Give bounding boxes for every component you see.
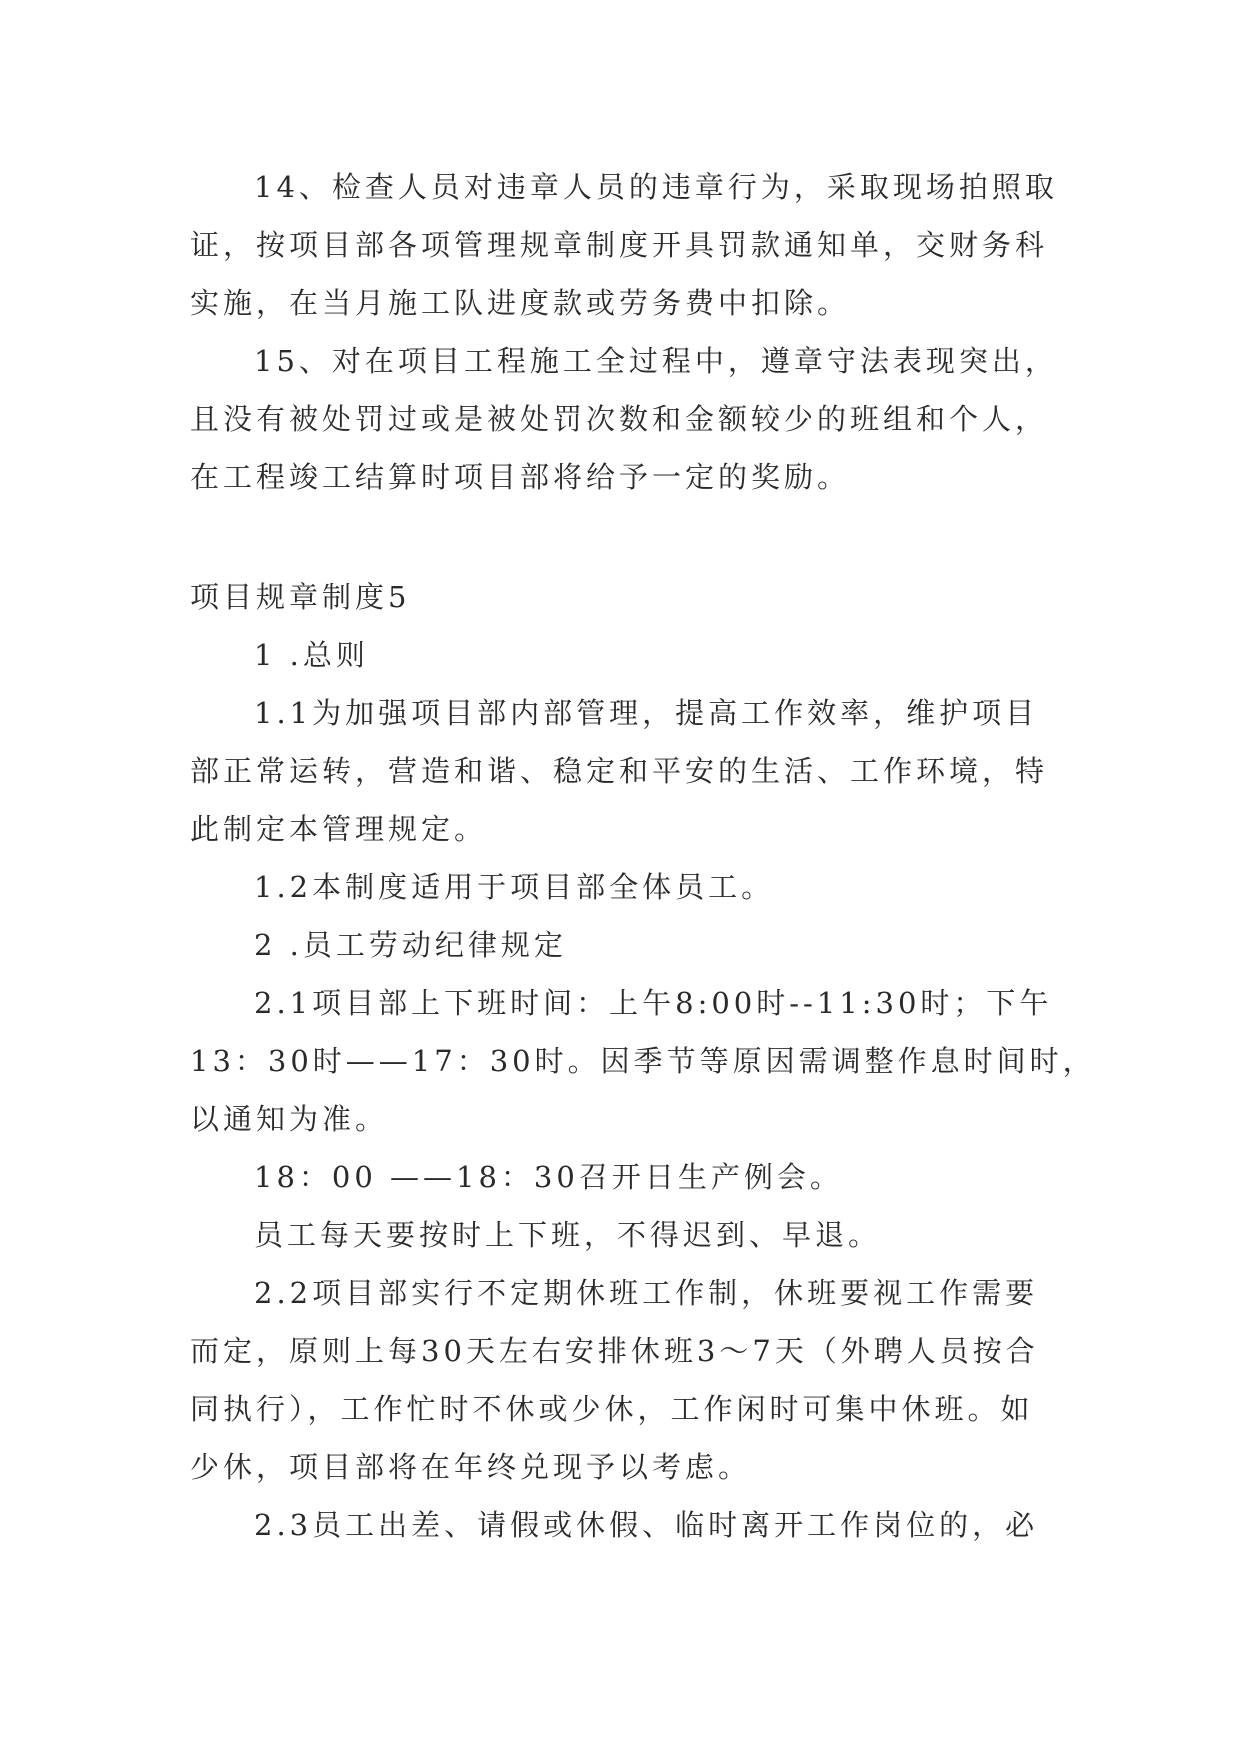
clause-2-2-line-4: 少休，项目部将在年终兑现予以考虑。: [190, 1450, 752, 1484]
clause-1-1-line-3: 此制定本管理规定。: [190, 812, 488, 846]
clause-2-2-line-1: 2.2项目部实行不定期休班工作制，休班要视工作需要: [254, 1276, 1039, 1310]
paragraph-14-line-2: 证，按项目部各项管理规章制度开具罚款通知单，交财务科: [190, 228, 1049, 262]
attendance-rule: 员工每天要按时上下班，不得迟到、早退。: [254, 1218, 882, 1252]
heading-general: 1 .总则: [254, 638, 369, 672]
section-spacer: [190, 506, 1060, 568]
paragraph-14-line-1: 14、检查人员对违章人员的违章行为，采取现场拍照取: [254, 170, 1058, 204]
clause-2-1-line-2: 13：30时——17：30时。因季节等原因需调整作息时间时，: [190, 1044, 1096, 1078]
heading-labor-discipline: 2 .员工劳动纪律规定: [254, 928, 567, 962]
meeting-time: 18：00 ——18：30召开日生产例会。: [254, 1160, 843, 1194]
clause-2-1-line-3: 以通知为准。: [190, 1102, 389, 1136]
paragraph-15-line-3: 在工程竣工结算时项目部将给予一定的奖励。: [190, 460, 851, 494]
clause-2-3-line-1: 2.3员工出差、请假或休假、临时离开工作岗位的，必: [254, 1508, 1039, 1542]
clause-2-2-line-2: 而定，原则上每30天左右安排休班3～7天（外聘人员按合: [190, 1334, 1039, 1368]
paragraph-15-line-2: 且没有被处罚过或是被处罚次数和金额较少的班组和个人，: [190, 402, 1049, 436]
clause-1-1-line-2: 部正常运转，营造和谐、稳定和平安的生活、工作环境，特: [190, 754, 1049, 788]
section-title: 项目规章制度5: [190, 580, 411, 614]
clause-2-1-line-1: 2.1项目部上下班时间：上午8:00时--11:30时；下午: [254, 986, 1053, 1020]
paragraph-14-line-3: 实施，在当月施工队进度款或劳务费中扣除。: [190, 286, 851, 320]
paragraph-15-line-1: 15、对在项目工程施工全过程中，遵章守法表现突出，: [254, 344, 1058, 378]
clause-1-1-line-1: 1.1为加强项目部内部管理，提高工作效率，维护项目: [254, 696, 1039, 730]
clause-1-2: 1.2本制度适用于项目部全体员工。: [254, 870, 775, 904]
clause-2-2-line-3: 同执行），工作忙时不休或少休，工作闲时可集中休班。如: [190, 1392, 1034, 1426]
document-body: [190, 158, 1096, 1554]
